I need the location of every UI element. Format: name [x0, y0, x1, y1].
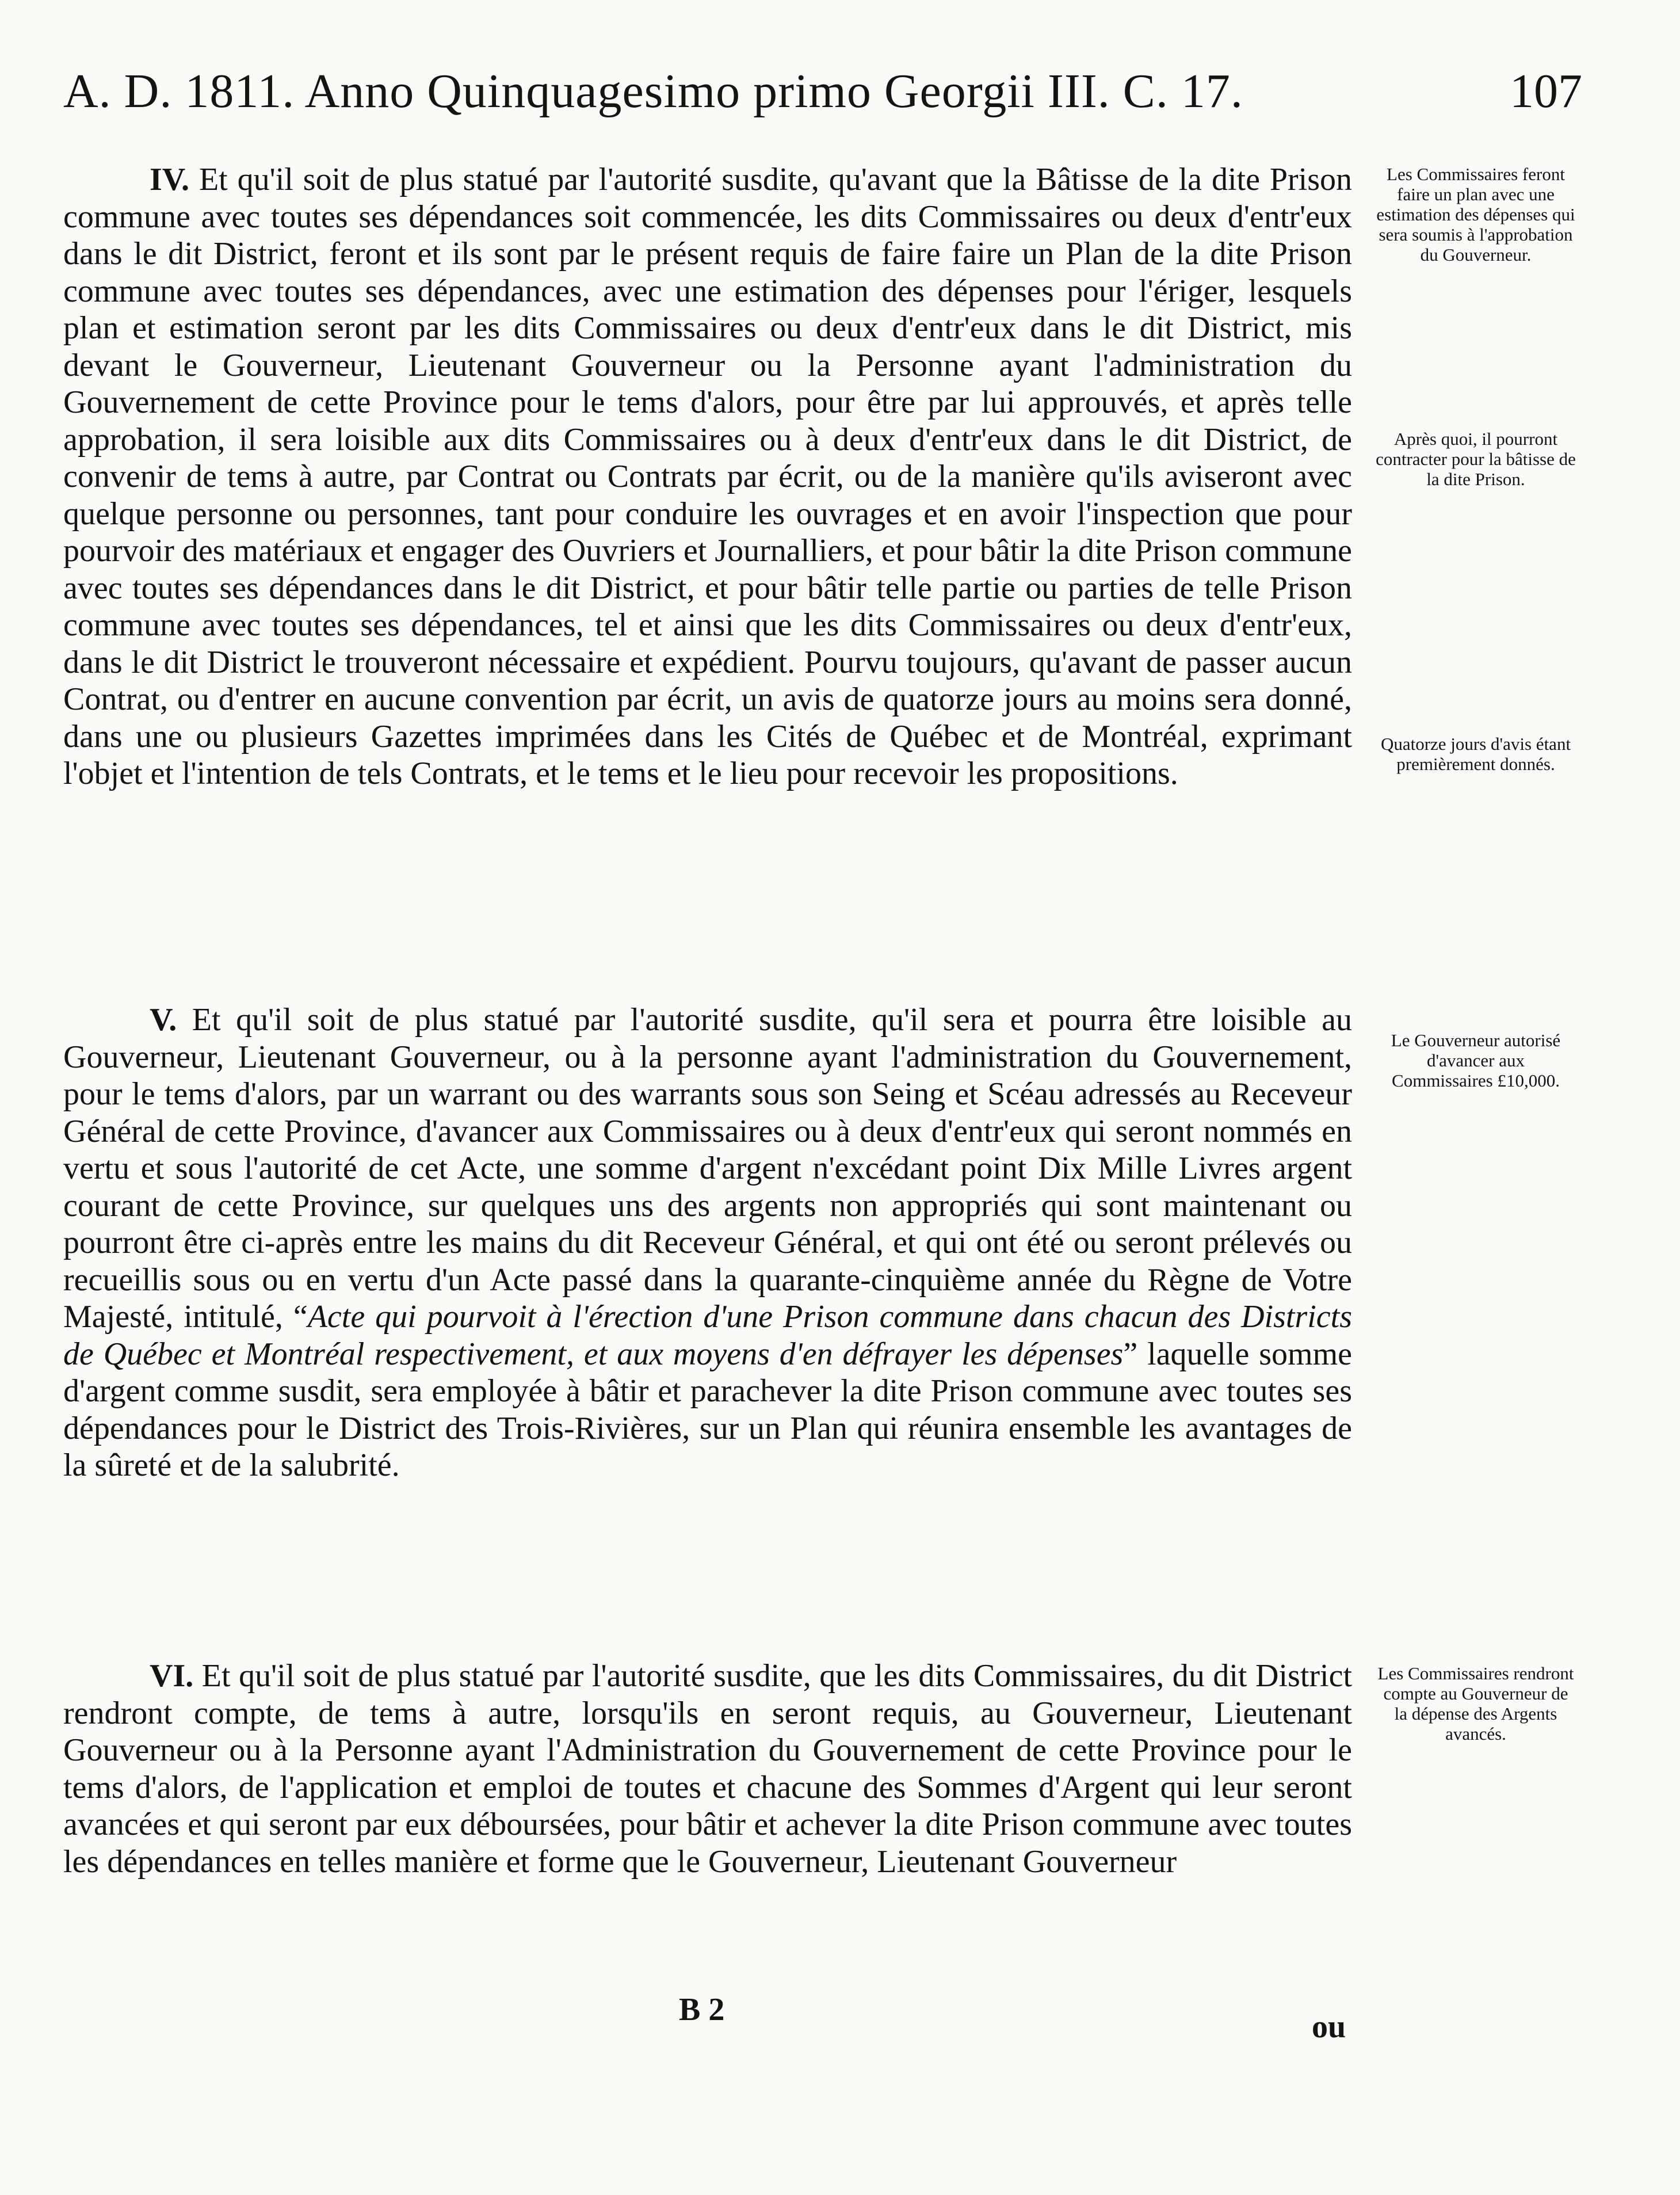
section-text: Et qu'il soit de plus statué par l'autorité susdite, que les dits Commissaires, du dit District rendront compte, de tems à autre, lorsqu'ils en seront requis, au Gouverneur, Lieutenant Gouverneur ou à la Personne ayant l'Administration du Gouvernement de cette Province pour le tems d'alors, de l'application et emploi de toutes et chacune des Sommes d'Argent qui leur seront avancées et qui seront par eux déboursées, pour bâtir et achever la dite Prison commune avec toutes les dépendances en telles manière et forme que le Gouverneur, Lieutenant Gouverneur [63, 1658, 1353, 1880]
section-vi-paragraph [63, 1657, 1352, 1880]
section-text: Et qu'il soit de plus statué par l'autorité susdite, qu'avant que la Bâtisse de la dite Prison commune avec toutes ses dépendances soit commencée, les dits Commissaires ou deux d'entr'eux dans le dit District, feront et ils sont par le présent requis de faire faire un Plan de la dite Prison commune avec toutes ses dépendances, avec une estimation des dépenses pour l'ériger, lesquels plan et estimation seront par les dits Commissaires ou deux d'entr'eux dans le dit District, mis devant le Gouverneur, Lieutenant Gouverneur ou la Personne ayant l'administration du Gouvernement de cette Province pour le tems d'alors, pour être par lui approuvés, et après telle approbation, il sera loisible aux dits Commissaires ou à deux d'entr'eux dans le dit District, de convenir de tems à autre, par Contrat ou Contrats par écrit, ou de la manière qu'ils aviseront avec quelque personne ou personnes, tant pour conduire les ouvrages et en avoir l'inspection que pour pourvoir des matériaux et engager des Ouvriers et Journalliers, et pour bâtir la dite Prison commune avec toutes ses dépendances dans le dit District, et pour bâtir telle partie ou parties de telle Prison commune avec toutes ses dépendances, tel et ainsi que les dits Commissaires ou deux d'entr'eux, dans le dit District le trouveront nécessaire et expédient. Pourvu toujours, qu'avant de passer aucun Contrat, ou d'entrer en aucune convention par écrit, un avis de quatorze jours au moins sera donné, dans une ou plusieurs Gazettes imprimées dans les Cités de Québec et de Montréal, exprimant l'objet et l'intention de tels Contrats, et le tems et le lieu pour recevoir les propositions. [63, 162, 1353, 791]
section-vi [63, 1657, 1352, 1880]
section-number: VI. [150, 1658, 194, 1694]
margin-note-plan: Les Commissaires feront faire un plan avec une estimation des dépenses qui sera soumis à l'approbation du Gouverneur. [1376, 164, 1575, 265]
margin-note-accounts: Les Commissaires rendront compte au Gouverneur de la dépense des Argents avancés. [1377, 1663, 1574, 1744]
section-iv [63, 161, 1352, 792]
section-iv-paragraph [63, 161, 1352, 792]
signature-mark: B 2 [679, 1992, 725, 2028]
running-title: A. D. 1811. Anno Quinquagesimo primo Georgii III. C. 17. [63, 64, 1243, 118]
margin-note-contracts: Après quoi, il pourront contracter pour la bâtisse de la dite Prison. [1376, 429, 1576, 489]
quoted-act-title: Acte qui pourvoit à l'érection d'une Prison commune dans chacun des Districts de Québec et Montréal respectivement, et aux moyens d'en défrayer les dépenses [63, 1299, 1352, 1372]
section-number: IV. [150, 162, 190, 197]
section-v [63, 1001, 1352, 1484]
section-text: Et qu'il soit de plus statué par l'autorité susdite, qu'il sera et pourra être loisible au Gouverneur, Lieutenant Gouverneur, ou à la personne ayant l'administration du Gouvernement, pour le tems d'alors, par un warrant ou des warrants sous son Seing et Scéau adressés au Receveur Général de cette Province, d'avancer aux Commissaires ou à deux d'entr'eux qui seront nommés en vertu et sous l'autorité de cet Acte, une somme d'argent n'excédant point Dix Mille Livres argent courant de cette Province, sur quelques uns des argents non appropriés qui sont maintenant ou pourront être ci-après entre les mains du dit Receveur Général, et qui ont été ou seront prélevés ou recueillis sous ou en vertu d'un Acte passé dans la quarante-cinquième année du Règne de Votre Majesté, intitulé, “ [63, 1002, 1352, 1335]
section-v-paragraph [63, 1001, 1352, 1484]
margin-note-advance: Le Gouverneur autorisé d'avancer aux Commissaires £10,000. [1391, 1030, 1561, 1091]
margin-note-notice: Quatorze jours d'avis étant premièrement donnés. [1380, 734, 1571, 774]
page-number: 107 [1510, 64, 1582, 118]
section-text: ” laquelle somme d'argent comme susdit, sera employée à bâtir et parachever la dite Prison commune avec toutes ses dépendances pour le District des Trois-Rivières, sur un Plan qui réunira ensemble les avantages de la sûreté et de la salubrité. [63, 1336, 1352, 1483]
section-number: V. [150, 1002, 177, 1038]
running-header [63, 63, 1582, 138]
catchword: ou [1312, 2009, 1346, 2045]
